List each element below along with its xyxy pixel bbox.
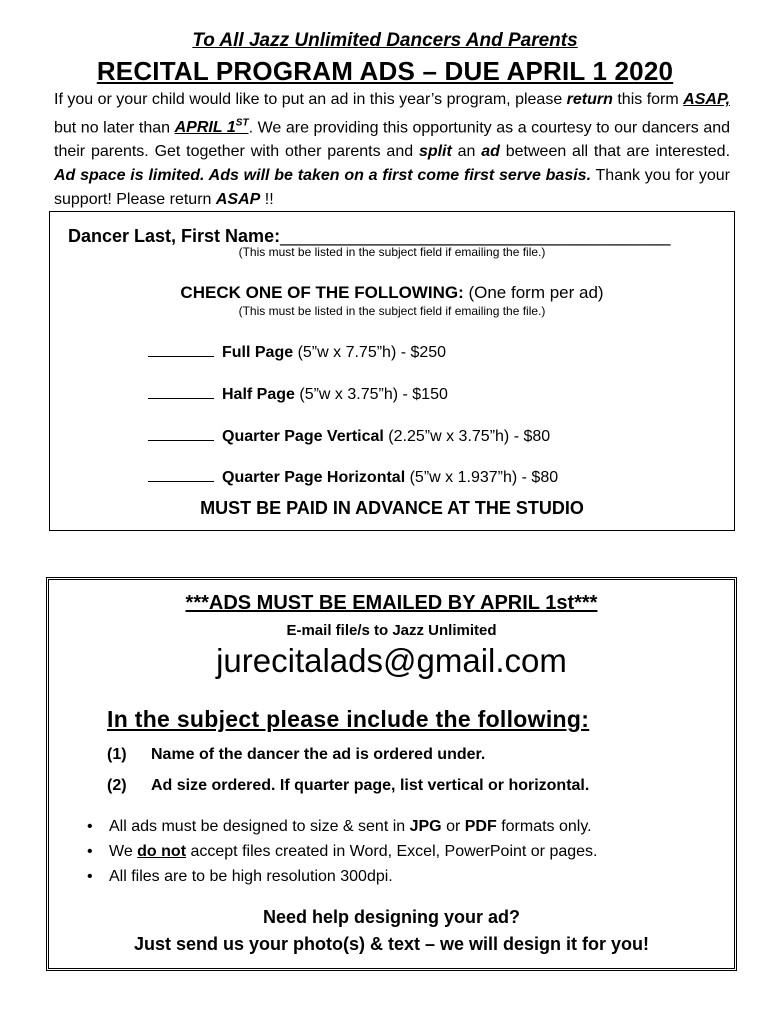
option-checkbox[interactable] [148,342,214,357]
check-instruction [50,283,734,303]
top-heading: To All Jazz Unlimited Dancers And Parents [192,30,578,51]
option-checkbox[interactable] [148,384,214,399]
option-quarter-horizontal[interactable] [148,467,558,487]
bullet-do-not: do not [137,843,187,860]
email-file-line: E-mail file/s to Jazz Unlimited [286,622,497,639]
intro-split: split [418,143,452,161]
option-detail: (5”w x 3.75”h) - $150 [294,386,448,403]
check-label: CHECK ONE OF THE FOLLOWING: [180,283,464,302]
dancer-name-label: Dancer Last, First Name: [68,226,281,246]
bullet-resolution [87,868,393,886]
email-deadline-heading: ***ADS MUST BE EMAILED BY APRIL 1st*** [185,592,598,614]
intro-text: this form [612,91,684,108]
intro-limited: Ad space is limited. Ads will be taken on a first come first serve basis. [54,167,592,185]
intro-ad: ad [481,143,500,161]
option-quarter-vertical[interactable] [148,426,550,446]
option-detail: (5”w x 1.937”h) - $80 [405,469,559,486]
option-name: Full Page [222,344,294,361]
intro-text: Thank you for your support! Please return [54,167,730,209]
item-text: Name of the dancer the ad is ordered under. [151,746,486,763]
intro-text: between all that are interested. [499,143,731,161]
bullet-icon: • [87,818,93,835]
bullet-file-types [87,843,598,861]
option-detail: (2.25”w x 3.75”h) - $80 [383,428,551,445]
option-name: Quarter Page Vertical [222,428,384,445]
subject-item-1 [107,746,485,764]
option-full-page[interactable] [148,342,446,362]
subject-heading: In the subject please include the following: [107,706,590,732]
bullet-icon: • [87,868,93,885]
option-half-page[interactable] [148,384,448,404]
intro-st: ST [235,118,249,129]
bullet-icon: • [87,843,93,860]
order-form-box [49,211,735,531]
bullet-text: accept files created in Word, Excel, PowerPoint or pages. [186,843,598,860]
help-question: Need help designing your ad? [262,907,521,927]
page-title: RECITAL PROGRAM ADS – DUE APRIL 1 2020 [96,56,674,86]
dancer-name-blank[interactable]: _______________________________________ [280,226,671,246]
item-number: (1) [107,746,127,763]
check-suffix: (One form per ad) [463,283,604,302]
intro-return: return [566,91,613,108]
intro-text: an [451,143,482,161]
bullet-text: formats only. [496,818,592,835]
intro-paragraph [54,88,730,212]
item-text: Ad size ordered. If quarter page, list vertical or horizontal. [151,777,590,794]
option-checkbox[interactable] [148,467,214,482]
bullet-text: All files are to be high resolution 300dpi. [109,868,393,885]
intro-text: but no later than [54,119,175,137]
bullet-jpg: JPG [409,818,442,835]
bullet-pdf: PDF [464,818,497,835]
dancer-note: (This must be listed in the subject field if emailing the file.) [238,245,546,259]
option-detail: (5”w x 7.75”h) - $250 [293,344,447,361]
item-number: (2) [107,777,127,794]
email-address[interactable]: jurecitalads@gmail.com [216,642,567,679]
option-checkbox[interactable] [148,426,214,441]
intro-text: !! [260,191,274,209]
check-note: (This must be listed in the subject field if emailing the file.) [238,304,546,318]
intro-text: . We are providing this opportunity as a courtesy to our dancers and their parents. Get together with other parents and [54,119,731,161]
option-name: Quarter Page Horizontal [222,469,406,486]
bullet-formats [87,818,592,836]
email-instructions-box [46,577,737,971]
option-name: Half Page [222,386,295,403]
bullet-text: or [441,818,465,835]
intro-text: If you or your child would like to put an ad in this year’s program, please [54,91,567,108]
intro-asap2: ASAP [215,191,261,209]
subject-item-2 [107,777,589,795]
bullet-text: All ads must be designed to size & sent in [109,818,410,835]
intro-april: APRIL 1 [174,119,236,137]
dancer-name-field[interactable] [68,226,671,247]
bullet-text: We [109,843,138,860]
intro-asap: ASAP, [683,91,731,108]
paid-notice: MUST BE PAID IN ADVANCE AT THE STUDIO [200,498,584,518]
help-answer: Just send us your photo(s) & text – we will design it for you! [133,934,650,954]
